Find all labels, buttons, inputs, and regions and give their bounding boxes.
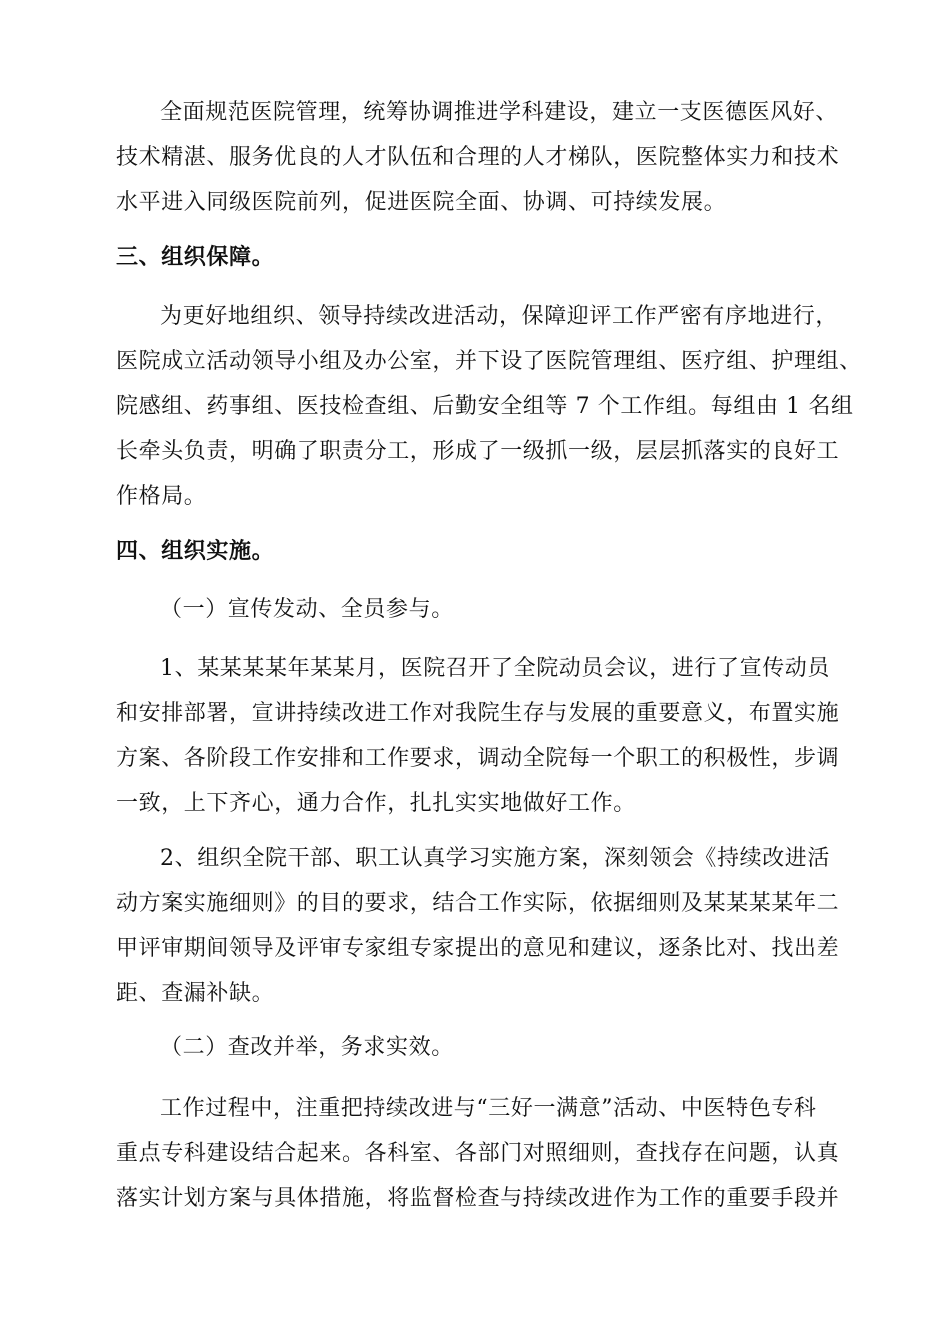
text-line: 技术精湛、服务优良的人才队伍和合理的人才梯队，医院整体实力和技术 (116, 145, 840, 170)
paragraph-organization (116, 294, 862, 519)
text-line: 一致，上下齐心，通力合作，扎扎实实地做好工作。 (116, 791, 636, 816)
paragraph-development-goal (116, 90, 856, 225)
text-line: 为更好地组织、领导持续改进活动，保障迎评工作严密有序地进行， (160, 304, 839, 329)
section-heading-3: 三、组织保障。 (116, 245, 275, 270)
text-line: 2、组织全院干部、职工认真学习实施方案，深刻领会《持续改进活 (160, 846, 830, 871)
text-line: 工作过程中，注重把持续改进与“三好一满意”活动、中医特色专科 (160, 1096, 817, 1121)
text-line: 和安排部署，宣讲持续改进工作对我院生存与发展的重要意义，布置实施 (116, 701, 840, 726)
text-line: 方案、各阶段工作安排和工作要求，调动全院每一个职工的积极性，步调 (116, 746, 840, 771)
text-line: 作格局。 (116, 484, 207, 509)
subsection-heading-2: （二）查改并举，务求实效。 (160, 1035, 454, 1060)
paragraph-item-1 (116, 646, 856, 826)
text-line: 距、查漏补缺。 (116, 981, 275, 1006)
text-line: 长牵头负责，明确了职责分工，形成了一级抓一级，层层抓落实的良好工 (116, 439, 840, 464)
paragraph-work-process (116, 1086, 856, 1221)
text-line: 动方案实施细则》的目的要求，结合工作实际，依据细则及某某某某年二 (116, 891, 840, 916)
subsection-heading-1: （一）宣传发动、全员参与。 (160, 597, 454, 622)
text-line: 1、某某某某年某某月，医院召开了全院动员会议，进行了宣传动员 (160, 656, 830, 681)
text-line: 水平进入同级医院前列，促进医院全面、协调、可持续发展。 (116, 190, 727, 215)
text-line: 医院成立活动领导小组及办公室，并下设了医院管理组、医疗组、护理组、 (116, 349, 862, 374)
text-line: 院感组、药事组、医技检查组、后勤安全组等 7 个工作组。每组由 1 名组 (116, 394, 854, 419)
paragraph-item-2 (116, 836, 856, 1016)
section-heading-4: 四、组织实施。 (116, 539, 275, 564)
text-line: 落实计划方案与具体措施，将监督检查与持续改进作为工作的重要手段并 (116, 1186, 840, 1211)
text-line: 重点专科建设结合起来。各科室、各部门对照细则，查找存在问题，认真 (116, 1141, 840, 1166)
text-line: 全面规范医院管理，统筹协调推进学科建设，建立一支医德医风好、 (160, 100, 839, 125)
text-line: 甲评审期间领导及评审专家组专家提出的意见和建议，逐条比对、找出差 (116, 936, 840, 961)
